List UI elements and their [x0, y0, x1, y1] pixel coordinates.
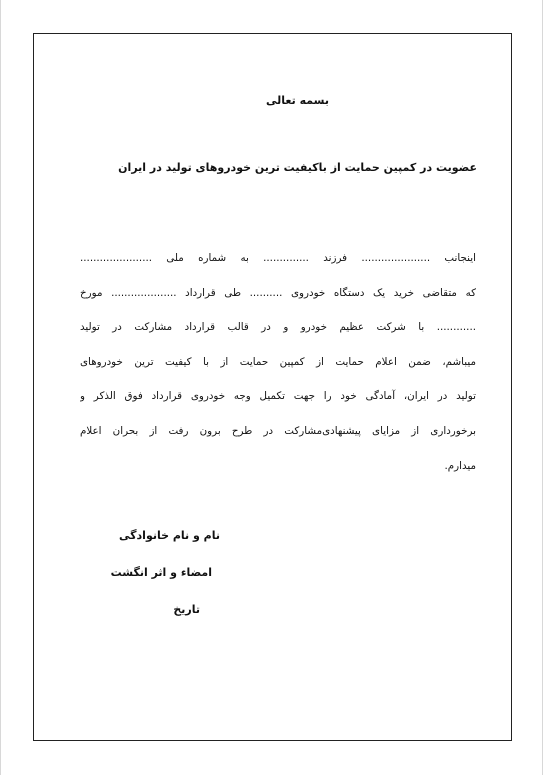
document-title: بسمه تعالی [266, 94, 329, 107]
signature-sign-label: امضاء و اثر انگشت [110, 566, 212, 579]
body-line-4: میباشم، ضمن اعلام حمایت از کمپین حمایت از با کیفیت ترین خودروهای [80, 355, 476, 368]
body-line-1: اینجانب ..................... فرزند .............. به شماره ملی ...................... [80, 252, 476, 264]
document-body [80, 241, 476, 483]
body-line-5: تولید در ایران، آمادگی خود را جهت تکمیل وجه خودروی قرارداد فوق الذکر و [80, 390, 476, 403]
body-line-3: ............ با شرکت عظیم خودرو و در قالب قرارداد مشارکت در تولید [80, 321, 476, 334]
signature-name-label: نام و نام خانوادگی [119, 529, 220, 542]
body-line-6: برخورداری از مزایای پیشنهادی‌مشارکت در طرح برون رفت از بحران اعلام [80, 424, 476, 437]
body-line-2: که متقاضی خرید یک دستگاه خودروی .......... طی قرارداد .................... مورخ [80, 286, 476, 299]
body-line-7: میدارم. [444, 459, 476, 472]
document-heading: عضویت در کمپین حمایت از باکیفیت ترین خودروهای تولید در ایران [118, 161, 477, 174]
signature-date-label: تاریخ [173, 603, 200, 616]
document-page [33, 33, 512, 741]
